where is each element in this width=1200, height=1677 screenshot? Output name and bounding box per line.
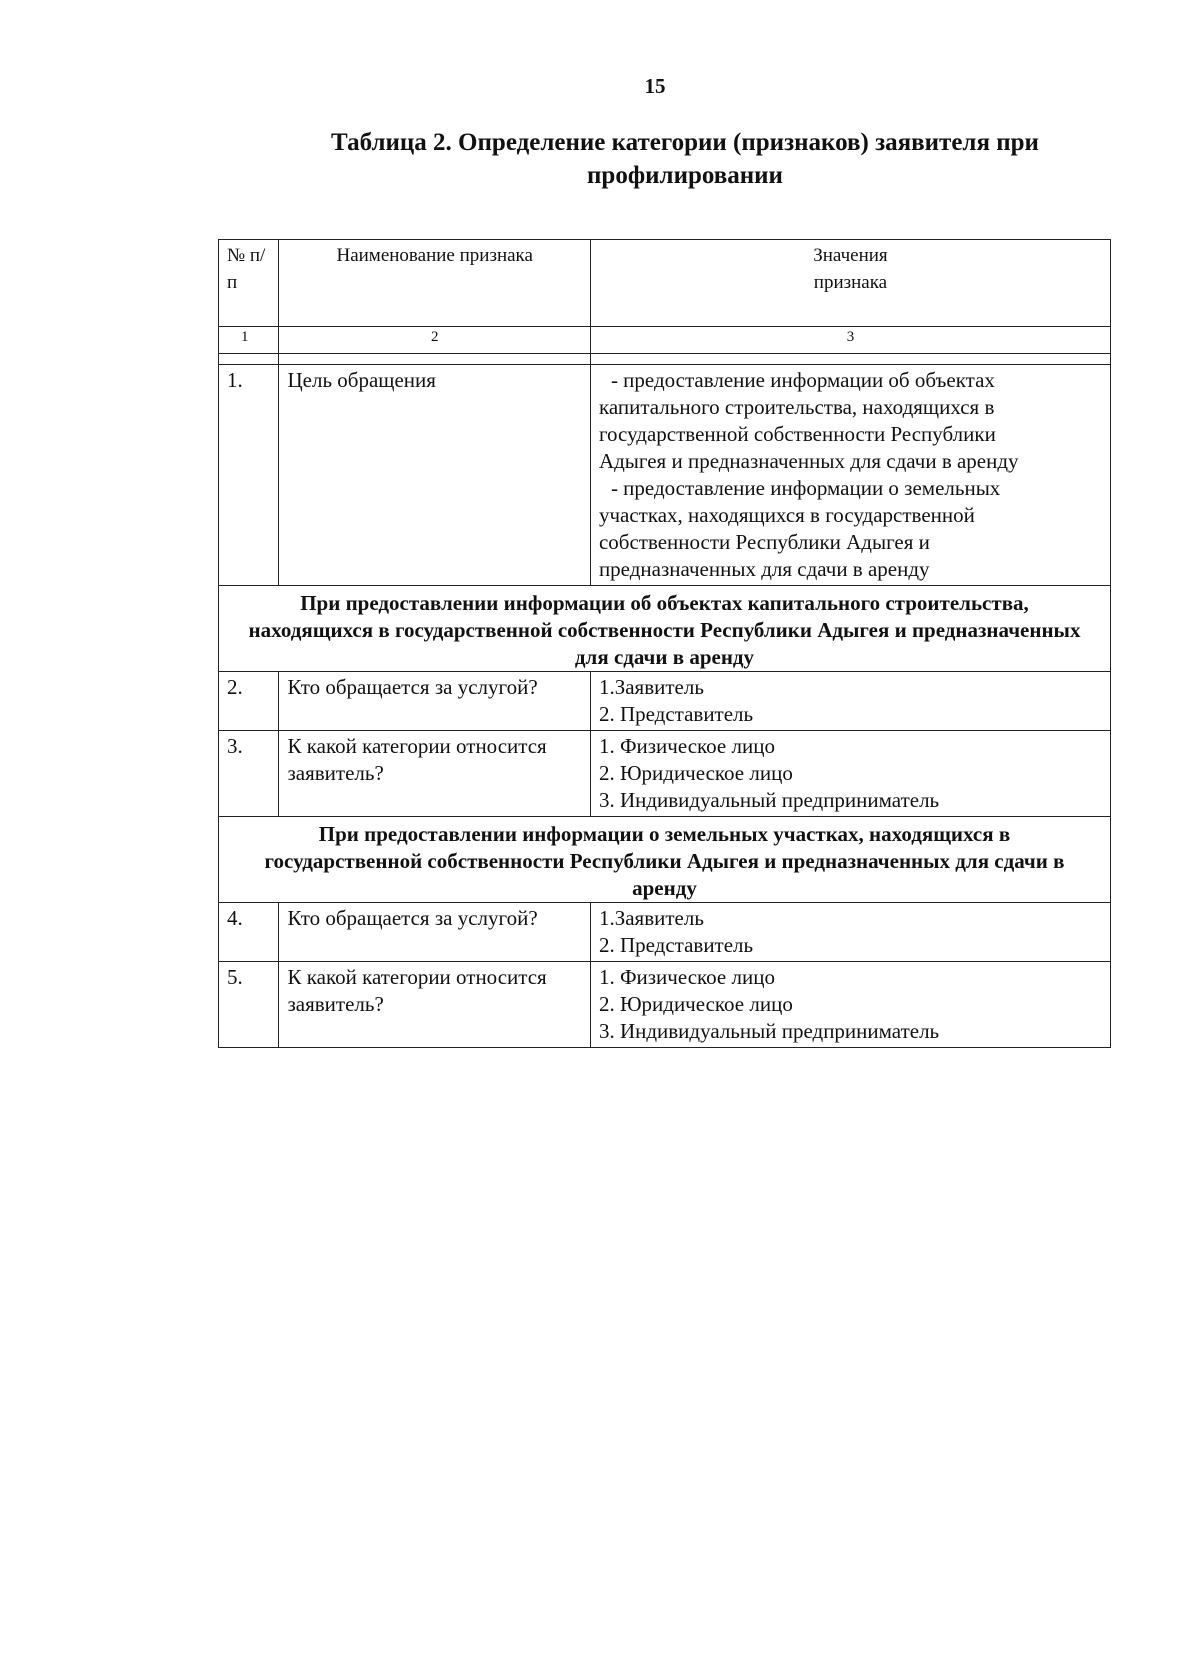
row-name: К какой категории относится заявитель? — [279, 962, 590, 1048]
section-heading: При предоставлении информации об объектах капитального строительства, находящихся в государственной собственности Республики Адыгея и предназначенных для сдачи в аренду — [219, 586, 1111, 672]
row-num: 4. — [219, 903, 279, 962]
row-num: 1. — [219, 365, 279, 586]
row-num: 2. — [219, 672, 279, 731]
row-name: Кто обращается за услугой? — [279, 903, 590, 962]
row-value: предназначенных для сдачи в аренду — [598, 557, 930, 581]
section-heading: При предоставлении информации о земельных участках, находящихся в государственной собственности Республики Адыгея и предназначенных для сдачи в аренду — [219, 817, 1111, 903]
row-name: Кто обращается за услугой? — [279, 672, 590, 731]
table-row — [219, 731, 1111, 817]
header-name: Наименование признака — [279, 240, 590, 327]
header-values-line2: признака — [813, 272, 888, 293]
row-name: К какой категории относится заявитель? — [279, 731, 590, 817]
row-value: государственной собственности Республики — [598, 422, 996, 446]
table-row — [219, 903, 1111, 962]
row-value: 2. Представитель — [598, 702, 754, 726]
row-value: 2. Юридическое лицо — [598, 761, 793, 785]
row-value: 1.Заявитель — [598, 906, 704, 930]
table-header-row — [219, 240, 1111, 327]
row-values — [590, 365, 1110, 586]
row-value: 3. Индивидуальный предприниматель — [598, 788, 940, 812]
table-row — [219, 962, 1111, 1048]
row-value: 1. Физическое лицо — [598, 734, 775, 758]
row-value: 3. Индивидуальный предприниматель — [598, 1019, 940, 1043]
section-header-row — [219, 817, 1111, 903]
row-value: 1. Физическое лицо — [598, 965, 775, 989]
row-value: 2. Юридическое лицо — [598, 992, 793, 1016]
row-name: Цель обращения — [279, 365, 590, 586]
column-number: 2 — [279, 327, 590, 354]
column-number: 3 — [590, 327, 1110, 354]
column-number: 1 — [219, 327, 279, 354]
row-value: Адыгея и предназначенных для сдачи в аренду — [598, 449, 1019, 473]
row-value: - предоставление информации об объектах — [610, 368, 995, 392]
header-values — [590, 240, 1110, 327]
row-value: участках, находящихся в государственной — [598, 503, 975, 527]
table-row — [219, 365, 1111, 586]
section-header-row — [219, 586, 1111, 672]
header-num: № п/ п — [219, 240, 279, 327]
table-spacer-row — [219, 354, 1111, 365]
table-row — [219, 672, 1111, 731]
row-values — [590, 962, 1110, 1048]
criteria-table — [218, 239, 1111, 1048]
header-values-line1: Значения — [813, 245, 888, 266]
row-value: 1.Заявитель — [598, 675, 704, 699]
row-values — [590, 731, 1110, 817]
row-values — [590, 672, 1110, 731]
row-value: капитального строительства, находящихся в — [598, 395, 995, 419]
row-value: - предоставление информации о земельных — [610, 476, 1001, 500]
row-value: 2. Представитель — [598, 933, 754, 957]
page-number: 15 — [644, 74, 666, 98]
row-num: 5. — [219, 962, 279, 1048]
row-value: собственности Республики Адыгея и — [598, 530, 930, 554]
table-title: Таблица 2. Определение категории (признаков) заявителя при профилировании — [331, 129, 1039, 189]
column-number-row — [219, 327, 1111, 354]
row-values — [590, 903, 1110, 962]
row-num: 3. — [219, 731, 279, 817]
